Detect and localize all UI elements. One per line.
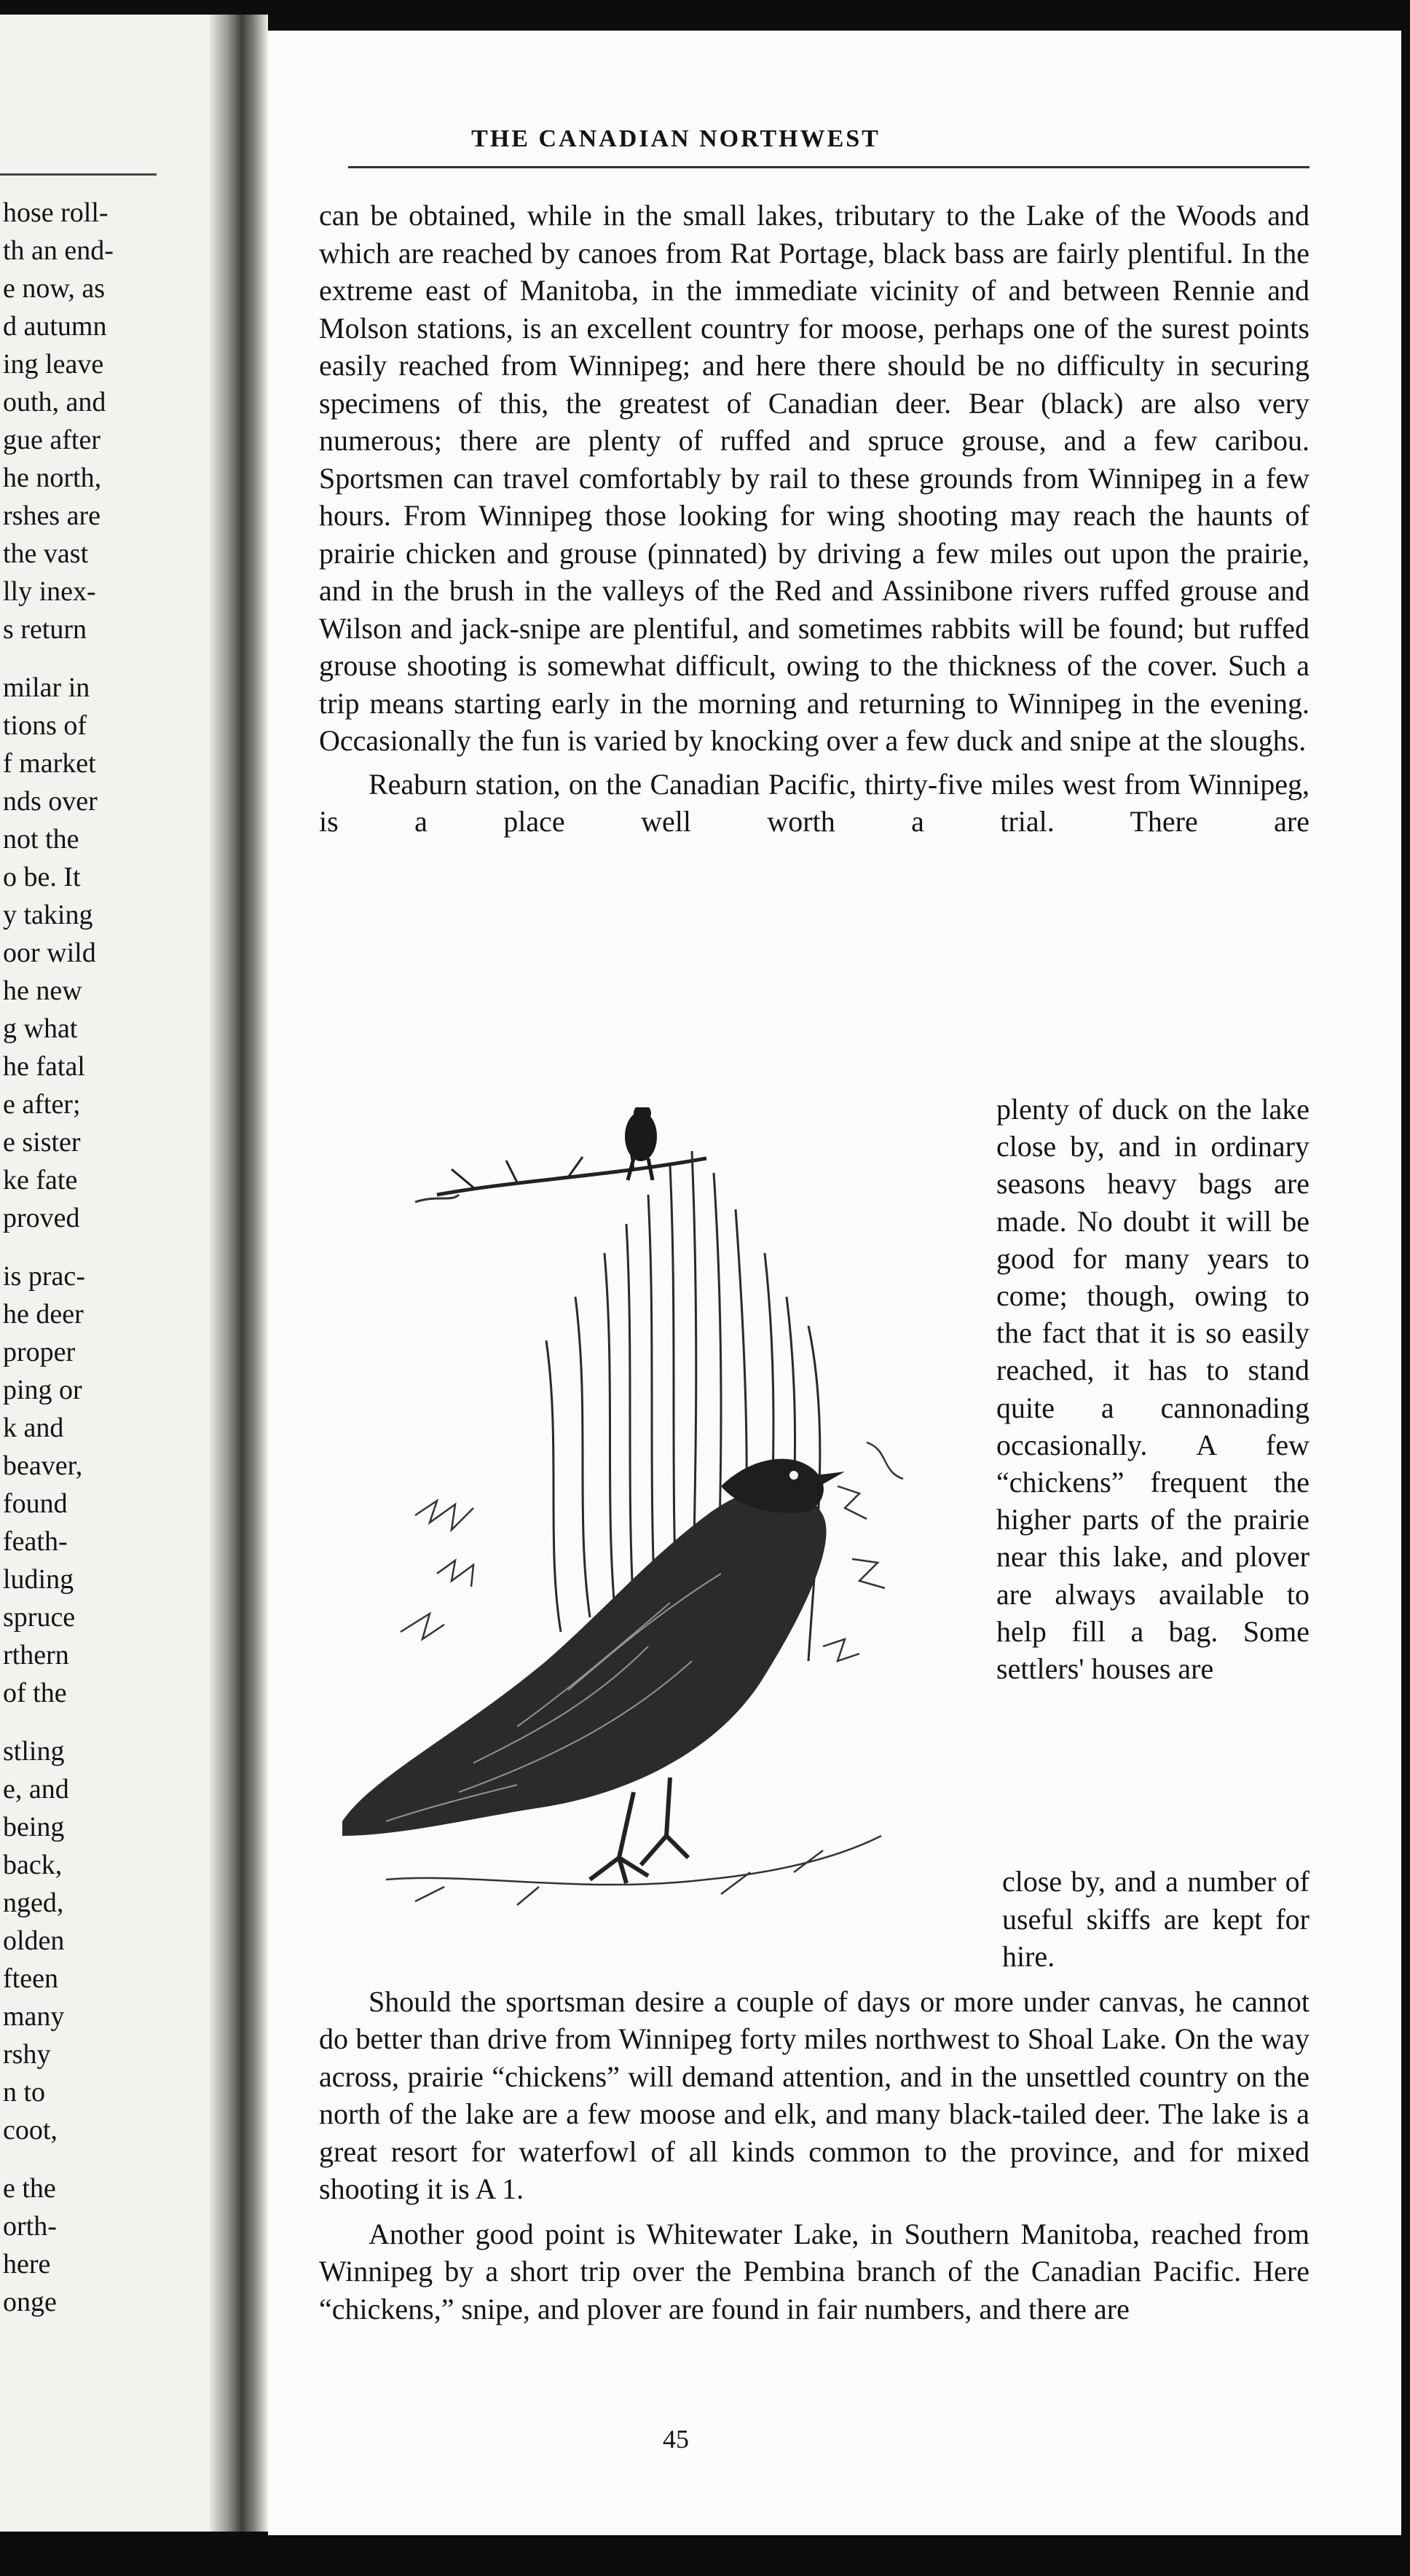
left-page-line: k and — [3, 1413, 64, 1443]
left-page-line: y taking — [3, 900, 93, 930]
page-number: 45 — [663, 2424, 689, 2454]
left-page-line: ing leave — [3, 349, 104, 380]
paragraph-2-wrap: plenty of duck on the lake close by, and in ordinary seasons heavy bags are made. No doubt it will be good for many years to come; though, owing to the fact that it is so easily reached, it has to stand quite a cannonading occasionally. A few “chickens” frequent the higher parts of the prairie near this lake, and plover are always available to help fill a bag. Some settlers' houses are — [996, 1093, 1309, 1686]
grouse-illustration — [328, 1107, 983, 1923]
left-page-line: rshes are — [3, 500, 101, 531]
left-page-line: oor wild — [3, 938, 96, 968]
left-page-line: stling — [3, 1736, 65, 1767]
left-page-line: luding — [3, 1564, 74, 1595]
left-page-line: the vast — [3, 538, 89, 569]
left-page-line: nged, — [3, 1888, 64, 1918]
left-page-line: g what — [3, 1013, 78, 1044]
right-page — [268, 31, 1401, 2535]
left-page-line: ke fate — [3, 1165, 78, 1195]
left-page-line: th an end- — [3, 235, 114, 266]
left-page-line: gue after — [3, 425, 101, 455]
left-page-line: rthern — [3, 1640, 69, 1670]
left-page-line: feath- — [3, 1526, 68, 1557]
left-page-line: rshy — [3, 2039, 51, 2070]
left-page-line: orth- — [3, 2211, 57, 2242]
left-page-line: e after; — [3, 1089, 81, 1120]
left-page-line: not the — [3, 824, 79, 855]
left-page-line: e sister — [3, 1127, 81, 1158]
left-page-line: ping or — [3, 1375, 82, 1405]
left-page-line: e now, as — [3, 273, 105, 304]
left-page-line: coot, — [3, 2115, 58, 2145]
left-page-line: tions of — [3, 710, 87, 741]
left-page-line: outh, and — [3, 387, 106, 417]
paragraph-3: Should the sportsman desire a couple of days or more under canvas, he cannot do better than drive from Winnipeg forty miles northwest to Shoal Lake. On the way across, prairie “chickens” will demand attention, and in the unsettled country on the north of the lake are a few moose and elk, and many black-tailed deer. The lake is a great resort for waterfowl of all kinds common to the province, and for mixed shooting it is A 1. — [319, 1984, 1309, 2205]
left-page-line: many — [3, 2001, 65, 2032]
left-page-line: he deer — [3, 1299, 84, 1330]
left-page-line: here — [3, 2249, 51, 2279]
left-page-line: is prac- — [3, 1261, 85, 1292]
paragraph-2-intro: Reaburn station, on the Canadian Pacific, thirty-five miles west from Winnipeg, is a place well worth a trial. There are — [319, 767, 1309, 838]
left-page-line: hose roll- — [3, 197, 109, 228]
left-page-line: f market — [3, 748, 96, 779]
left-page-line: e, and — [3, 1774, 69, 1805]
left-page-line: being — [3, 1812, 65, 1842]
left-page-line: beaver, — [3, 1450, 83, 1481]
paragraph-2-end: close by, and a number of useful skiffs are kept for hire. — [1002, 1865, 1309, 1973]
body-bottom — [319, 1863, 1309, 2328]
left-page-line: o be. It — [3, 862, 81, 892]
running-header: THE CANADIAN NORTHWEST — [471, 125, 881, 152]
left-page-line: proved — [3, 1203, 80, 1233]
left-page-line: spruce — [3, 1602, 76, 1633]
left-page-line: olden — [3, 1925, 65, 1956]
left-page-rule — [0, 173, 157, 176]
left-page-line: fteen — [3, 1963, 58, 1994]
left-page-line: found — [3, 1488, 68, 1519]
book-gutter — [210, 15, 268, 2532]
body-top — [319, 197, 1309, 841]
left-page-line: back, — [3, 1850, 63, 1880]
left-page-line: he new — [3, 975, 82, 1006]
left-page-line: of the — [3, 1678, 67, 1708]
left-page-line: he north, — [3, 463, 102, 493]
left-page-line: he fatal — [3, 1051, 85, 1082]
left-page-line: milar in — [3, 672, 90, 703]
left-page-line: e the — [3, 2173, 56, 2204]
left-page-line: d autumn — [3, 311, 107, 342]
left-page-line: n to — [3, 2077, 46, 2108]
paragraph-4: Another good point is Whitewater Lake, in Southern Manitoba, reached from Winnipeg by a short trip over the Pembina branch of the Canadian Pacific. Here “chickens,” snipe, and plover are found in fair numbers, and there are — [319, 2217, 1309, 2325]
left-page-line: s return — [3, 614, 87, 645]
left-page-line: nds over — [3, 786, 98, 817]
paragraph-1: can be obtained, while in the small lakes, tributary to the Lake of the Woods and which are reached by canoes from Rat Portage, black bass are fairly plentiful. In the extreme east of Manitoba, in the immediate vicinity of and between Rennie and Molson stations, is an excellent country for moose, perhaps one of the surest points easily reached from Winnipeg; and here there should be no difficulty in securing specimens of this, the greatest of Canadian deer. Bear (black) are also very numerous; there are plenty of ruffed and spruce grouse, and a few caribou. Sportsmen can travel comfortably by rail to these grounds from Winnipeg in a few hours. From Winnipeg those looking for wing shooting may reach the haunts of prairie chicken and grouse (pinnated) by driving a few miles out upon the prairie, and in the brush in the valleys of the Red and Assinibone rivers ruffed grouse and Wilson and jack-snipe are plentiful, and sometimes rabbits will be found; but ruffed grouse shooting is somewhat difficult, owing to the thickness of the cover. Such a trip means starting early in the morning and returning to Winnipeg in the evening. Occasionally the fun is varied by knocking over a few duck and snipe at the sloughs. — [319, 199, 1309, 757]
left-page-line: lly inex- — [3, 576, 96, 607]
left-page-line: proper — [3, 1337, 76, 1367]
left-page-line: onge — [3, 2287, 57, 2317]
header-rule — [348, 166, 1309, 168]
